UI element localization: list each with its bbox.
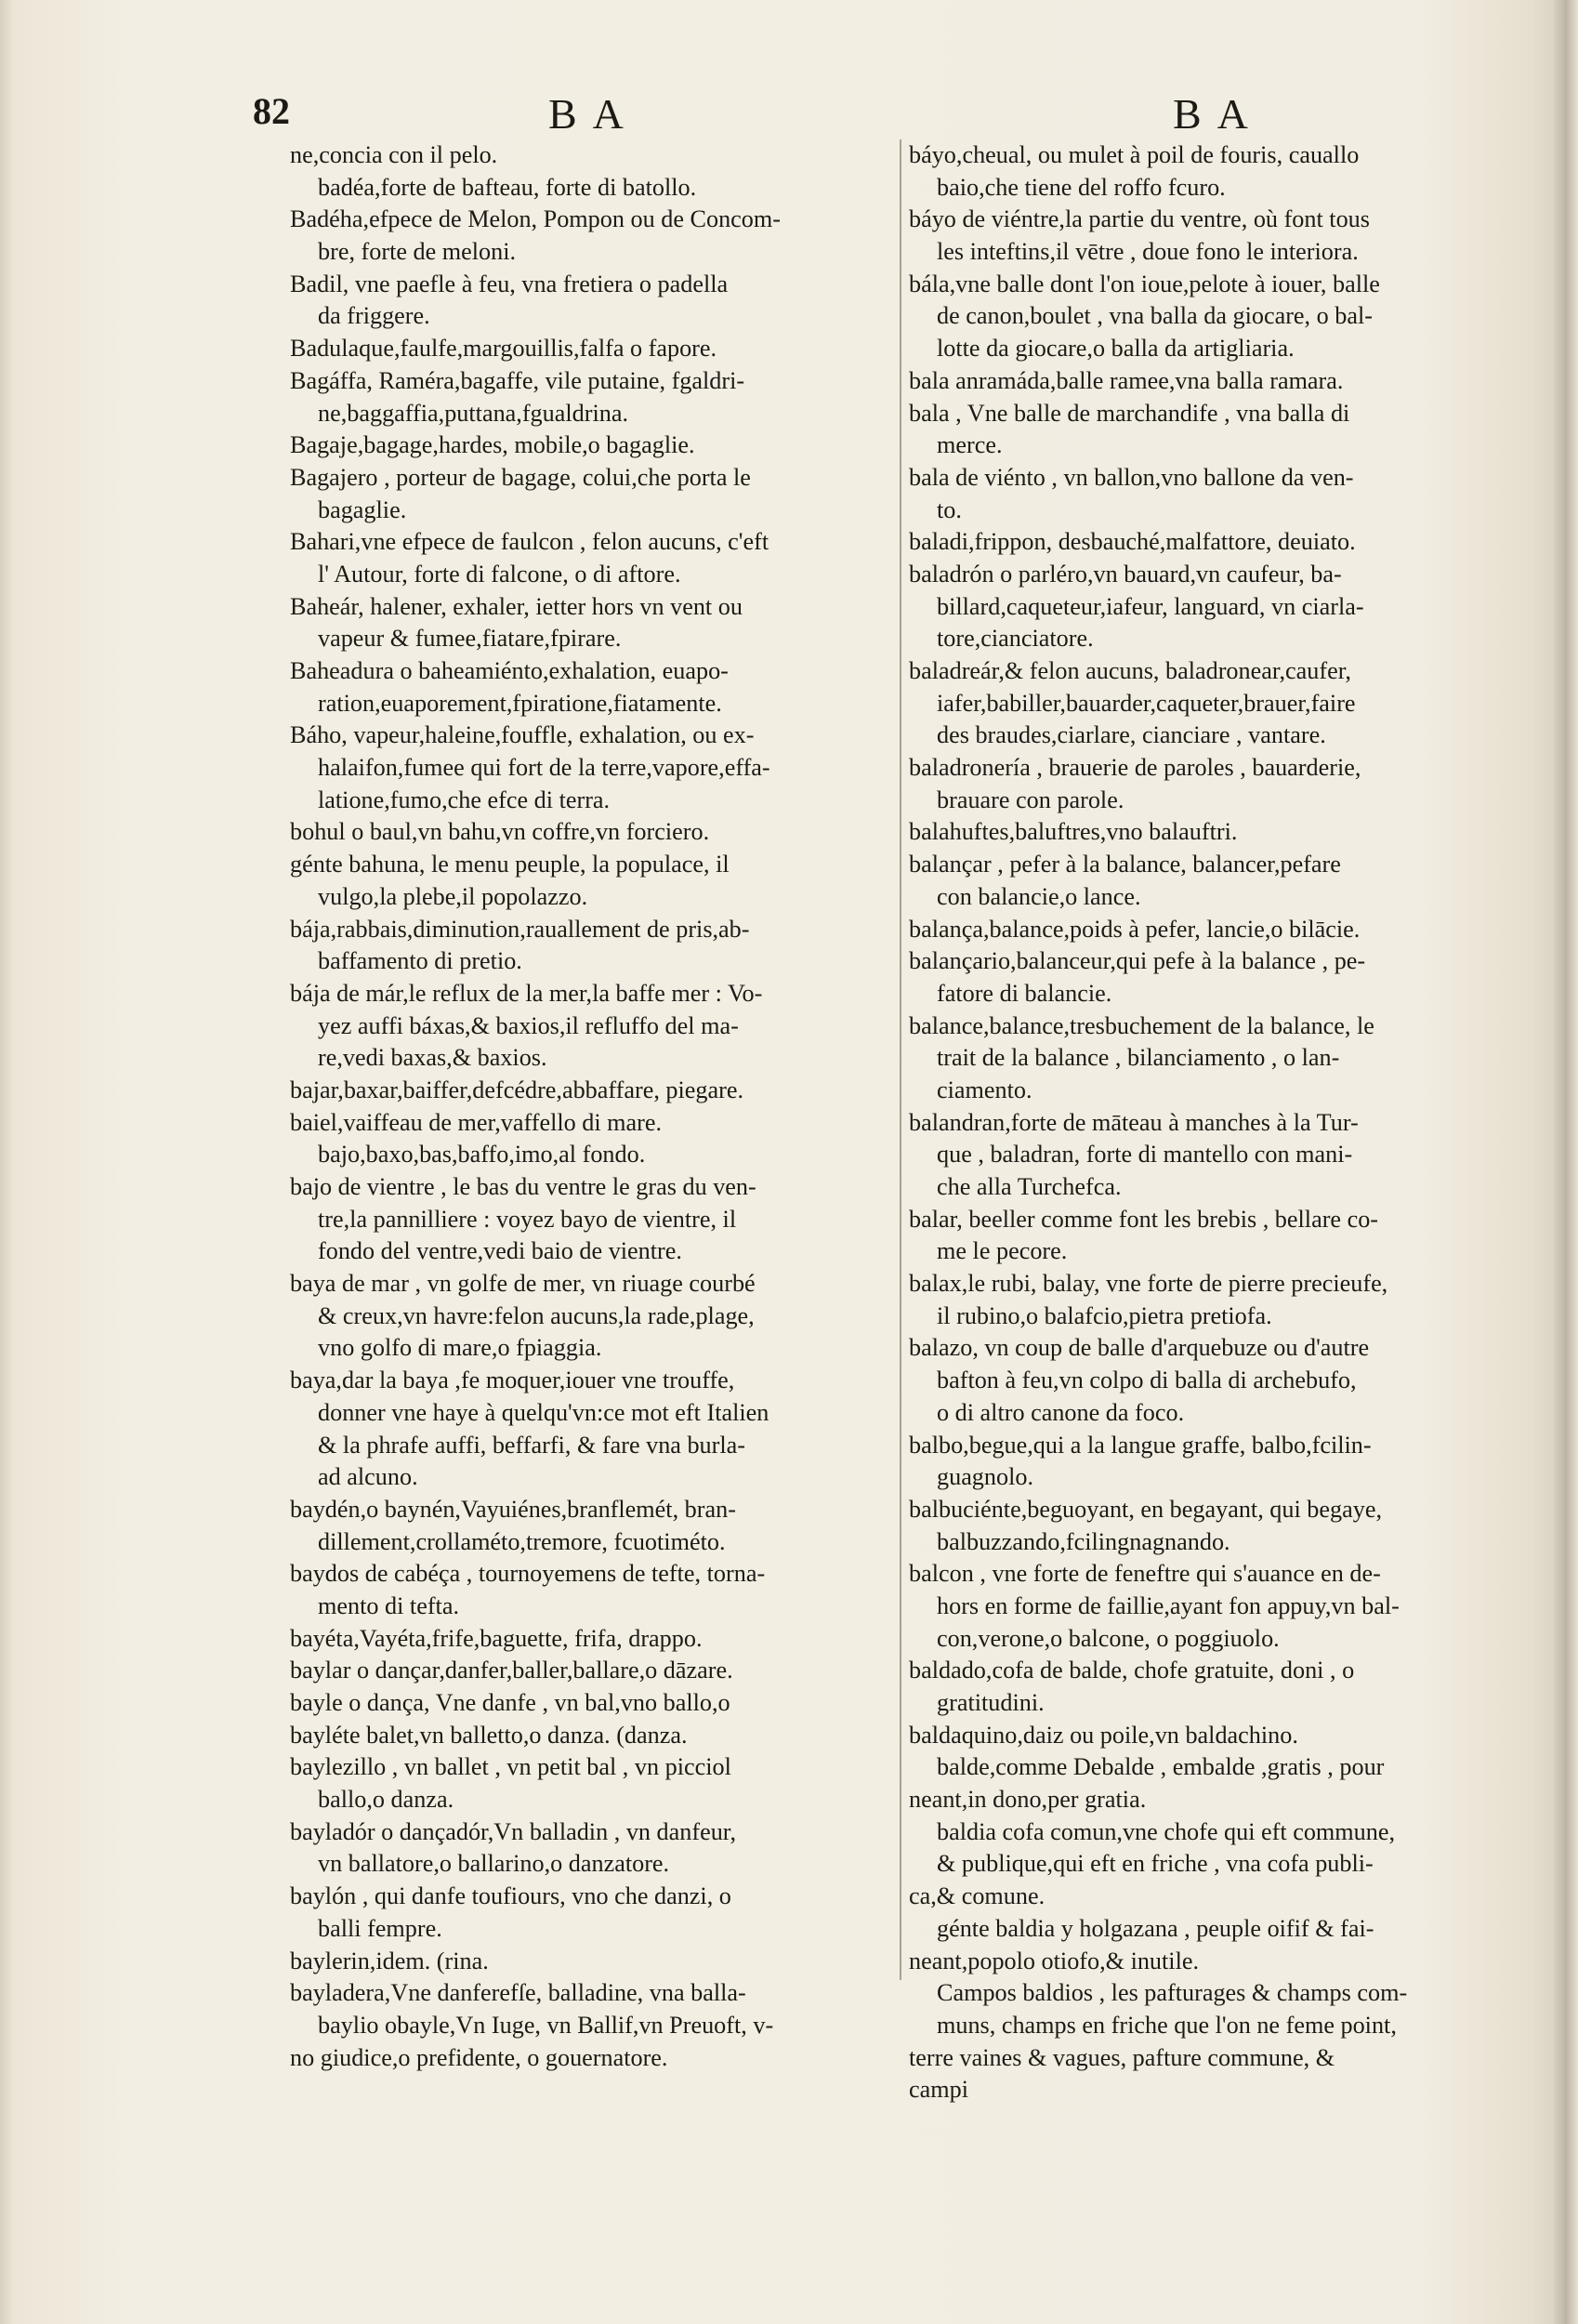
dictionary-line: baya,dar la baya ,fe moquer,iouer vne trouffe,	[290, 1367, 735, 1394]
dictionary-line: neant,popolo otiofo,& inutile.	[909, 1947, 1200, 1974]
dictionary-line: bája,rabbais,diminution,rauallement de pris,ab-	[290, 915, 750, 943]
dictionary-line: & publique,qui eft en friche , vna cofa publi-	[937, 1850, 1374, 1878]
dictionary-line: trait de la balance , bilanciamento , o lan-	[937, 1044, 1340, 1072]
dictionary-line: dillement,crollaméto,tremore, fcuotiméto.	[318, 1527, 726, 1555]
dictionary-line: bohul o baul,vn bahu,vn coffre,vn forciero.	[290, 818, 710, 846]
dictionary-line: bre, forte de meloni.	[318, 238, 517, 266]
dictionary-line: vn ballatore,o ballarino,o danzatore.	[318, 1850, 670, 1878]
dictionary-line: baylar o dançar,danfer,baller,ballare,o dāzare.	[290, 1657, 733, 1684]
dictionary-line: il rubino,o balafcio,pietra pretiofa.	[937, 1301, 1272, 1329]
dictionary-line: Bagáffa, Raméra,bagaffe, vile putaine, fgaldri-	[290, 366, 745, 394]
dictionary-line: l' Autour, forte di falcone, o di aftore.	[318, 560, 681, 588]
dictionary-line: baydos de cabéça , tournoyemens de tefte, torna-	[290, 1560, 766, 1588]
dictionary-line: Baheadura o baheamiénto,exhalation, euapo-	[290, 657, 729, 684]
dictionary-line: baladronería , brauerie de paroles , bauarderie,	[909, 754, 1361, 782]
dictionary-line: gratitudini.	[937, 1689, 1045, 1716]
dictionary-line: mento di tefta.	[318, 1591, 459, 1619]
dictionary-line: ad alcuno.	[318, 1463, 418, 1491]
dictionary-line: bala de viénto , vn ballon,vno ballone da ven-	[909, 463, 1354, 491]
dictionary-line: ne,baggaffia,puttana,fgualdrina.	[318, 399, 628, 427]
dictionary-line: des braudes,ciarlare, cianciare , vantare.	[937, 721, 1326, 749]
dictionary-line: baiel,vaiffeau de mer,vaffello di mare.	[290, 1108, 663, 1136]
dictionary-line: vulgo,la plebe,il popolazzo.	[318, 882, 588, 910]
dictionary-line: Bagaje,bagage,hardes, mobile,o bagaglie.	[290, 431, 695, 459]
dictionary-line: bája de már,le reflux de la mer,la baffe mer : Vo-	[290, 979, 763, 1007]
dictionary-line: balar, beeller comme font les brebis , bellare co-	[909, 1205, 1379, 1233]
dictionary-line: merce.	[937, 431, 1003, 459]
dictionary-line: Baheár, halener, exhaler, ietter hors vn vent ou	[290, 592, 743, 620]
dictionary-line: balbuzzando,fcilingnagnando.	[937, 1527, 1230, 1555]
dictionary-line: fatore di balancie.	[937, 979, 1112, 1007]
dictionary-line: balançar , pefer à la balance, balancer,pefare	[909, 851, 1341, 878]
dictionary-line: balbuciénte,beguoyant, en begayant, qui begaye,	[909, 1495, 1383, 1523]
dictionary-line: vapeur & fumee,fiatare,fpirare.	[318, 625, 622, 653]
page-right-edge	[1554, 0, 1578, 2324]
right-column	[909, 139, 1545, 2106]
dictionary-line: balli fempre.	[318, 1914, 442, 1942]
dictionary-line: billard,caqueteur,iafeur, languard, vn ciarla-	[937, 592, 1364, 620]
dictionary-line: baydén,o baynén,Vayuiénes,branflemét, bran-	[290, 1495, 736, 1523]
dictionary-line: campi	[909, 2076, 968, 2104]
dictionary-line: donner vne haye à quelqu'vn:ce mot eft Italien	[318, 1398, 769, 1426]
dictionary-line: báyo,cheual, ou mulet à poil de fouris, cauallo	[909, 141, 1360, 168]
dictionary-line: baya de mar , vn golfe de mer, vn riuage courbé	[290, 1270, 756, 1298]
dictionary-line: terre vaines & vagues, pafture commune, &	[909, 2043, 1335, 2071]
dictionary-line: & la phrafe auffi, beffarfi, & fare vna burla-	[318, 1431, 745, 1459]
dictionary-line: baldaquino,daiz ou poile,vn baldachino.	[909, 1721, 1298, 1749]
dictionary-line: baldia cofa comun,vne chofe qui eft commune,	[937, 1817, 1396, 1845]
dictionary-line: & creux,vn havre:felon aucuns,la rade,plage,	[318, 1301, 755, 1329]
dictionary-line: re,vedi baxas,& baxios.	[318, 1044, 547, 1072]
dictionary-line: baldado,cofa de balde, chofe gratuite, doni , o	[909, 1657, 1355, 1684]
dictionary-line: to.	[937, 495, 962, 523]
dictionary-line: balazo, vn coup de balle d'arquebuze ou d'autre	[909, 1334, 1370, 1362]
dictionary-line: Badéha,efpece de Melon, Pompon ou de Concom-	[290, 205, 781, 233]
dictionary-line: baylón , qui danfe toufiours, vno che danzi, o	[290, 1882, 731, 1910]
left-column	[290, 139, 909, 2074]
dictionary-line: iafer,babiller,bauarder,caqueter,brauer,faire	[937, 689, 1356, 717]
dictionary-line: les inteftins,il vētre , doue fono le interiora.	[937, 238, 1359, 266]
dictionary-line: lotte da giocare,o balla da artigliaria.	[937, 335, 1295, 363]
dictionary-line: Báho, vapeur,haleine,fouffle, exhalation, ou ex-	[290, 721, 755, 749]
dictionary-line: brauare con parole.	[937, 786, 1124, 813]
dictionary-line: bala anramáda,balle ramee,vna balla ramara.	[909, 366, 1344, 394]
dictionary-line: tore,cianciatore.	[937, 625, 1094, 653]
dictionary-line: ration,euaporement,fpiratione,fiatamente.	[318, 689, 722, 717]
dictionary-line: muns, champs en friche que l'on ne feme point,	[937, 2011, 1397, 2039]
dictionary-line: tre,la pannilliere : voyez bayo de vientre, il	[318, 1205, 737, 1233]
dictionary-line: balance,balance,tresbuchement de la balance, le	[909, 1011, 1374, 1039]
dictionary-line: Badil, vne paefle à feu, vna fretiera o padella	[290, 270, 729, 297]
dictionary-line: baladreár,& felon aucuns, baladronear,caufer,	[909, 657, 1351, 684]
dictionary-line: baylezillo , vn ballet , vn petit bal , vn picciol	[290, 1753, 731, 1781]
dictionary-line: bajo de vientre , le bas du ventre le gras du ven-	[290, 1173, 756, 1200]
dictionary-line: bála,vne balle dont l'on ioue,pelote à iouer, balle	[909, 270, 1380, 297]
dictionary-line: ciamento.	[937, 1076, 1032, 1103]
dictionary-line: ne,concia con il pelo.	[290, 141, 498, 168]
running-head-right: B A	[1173, 90, 1252, 138]
dictionary-line: da friggere.	[318, 302, 430, 330]
dictionary-line: balahuftes,baluftres,vno balauftri.	[909, 818, 1238, 846]
dictionary-line: bajar,baxar,baiffer,defcédre,abbaffare, piegare.	[290, 1076, 744, 1103]
dictionary-line: con,verone,o balcone, o poggiuolo.	[937, 1624, 1280, 1652]
dictionary-line: neant,in dono,per gratia.	[909, 1786, 1147, 1814]
dictionary-line: me le pecore.	[937, 1237, 1068, 1265]
dictionary-line: génte bahuna, le menu peuple, la populace, il	[290, 851, 730, 878]
dictionary-line: balde,comme Debalde , embalde ,gratis , pour	[937, 1753, 1385, 1781]
dictionary-line: ca,& comune.	[909, 1882, 1045, 1910]
dictionary-line: guagnolo.	[937, 1463, 1034, 1491]
dictionary-line: che alla Turchefca.	[937, 1173, 1122, 1200]
dictionary-line: bayéta,Vayéta,frife,baguette, frifa, drappo.	[290, 1624, 703, 1652]
dictionary-line: hors en forme de faillie,ayant fon appuy,vn bal-	[937, 1591, 1400, 1619]
dictionary-line: balandran,forte de māteau à manches à la Tur-	[909, 1108, 1359, 1136]
column-divider	[900, 139, 901, 1980]
dictionary-line: fondo del ventre,vedi baio de vientre.	[318, 1237, 682, 1265]
dictionary-line: balbo,begue,qui a la langue graffe, balbo,fcilin-	[909, 1431, 1372, 1459]
dictionary-line: bajo,baxo,bas,baffo,imo,al fondo.	[318, 1141, 646, 1169]
dictionary-line: bafton à feu,vn colpo di balla di archebufo,	[937, 1367, 1357, 1394]
dictionary-line: Campos baldios , les pafturages & champs com-	[937, 1979, 1408, 2007]
page-number: 82	[253, 90, 290, 132]
dictionary-line: vno golfo di mare,o fpiaggia.	[318, 1334, 602, 1362]
dictionary-line: bayladór o dançadór,Vn balladin , vn danfeur,	[290, 1817, 737, 1845]
dictionary-line: Bahari,vne efpece de faulcon , felon aucuns, c'eft	[290, 528, 769, 556]
dictionary-line: Bagajero , porteur de bagage, colui,che porta le	[290, 463, 751, 491]
dictionary-line: balax,le rubi, balay, vne forte de pierre precieufe,	[909, 1270, 1388, 1298]
dictionary-line: báyo de viéntre,la partie du ventre, où font tous	[909, 205, 1370, 233]
running-head-left: B A	[548, 90, 627, 138]
dictionary-line: baladi,frippon, desbauché,malfattore, deuiato.	[909, 528, 1356, 556]
dictionary-line: de canon,boulet , vna balla da giocare, o bal-	[937, 302, 1373, 330]
dictionary-line: con balancie,o lance.	[937, 882, 1141, 910]
dictionary-line: baladrón o parléro,vn bauard,vn caufeur, ba-	[909, 560, 1342, 588]
dictionary-line: bala , Vne balle de marchandife , vna balla di	[909, 399, 1350, 427]
dictionary-line: badéa,forte de bafteau, forte di batollo.	[318, 173, 697, 201]
dictionary-line: bayladera,Vne danferefſe, balladine, vna balla-	[290, 1979, 746, 2007]
dictionary-line: baffamento di pretio.	[318, 947, 522, 975]
dictionary-line: Badulaque,faulfe,margouillis,falfa o fapore.	[290, 335, 717, 363]
dictionary-line: latione,fumo,che efce di terra.	[318, 786, 611, 813]
dictionary-line: o di altro canone da foco.	[937, 1398, 1185, 1426]
dictionary-line: halaifon,fumee qui fort de la terre,vapore,effa-	[318, 754, 770, 782]
dictionary-line: balcon , vne forte de feneftre qui s'auance en de-	[909, 1560, 1381, 1588]
dictionary-line: baylio obayle,Vn Iuge, vn Ballif,vn Preuoft, v-	[318, 2011, 774, 2039]
dictionary-line: bayle o dança, Vne danfe , vn bal,vno ballo,o	[290, 1689, 730, 1716]
dictionary-line: baio,che tiene del roffo fcuro.	[937, 173, 1226, 201]
dictionary-line: que , baladran, forte di mantello con mani-	[937, 1141, 1353, 1169]
dictionary-line: balança,balance,poids à pefer, lancie,o bilācie.	[909, 915, 1361, 943]
dictionary-line: ballo,o danza.	[318, 1786, 454, 1814]
page-left-edge	[0, 0, 13, 2324]
dictionary-line: yez auffi báxas,& baxios,il refluffo del ma-	[318, 1011, 739, 1039]
dictionary-line: génte baldia y holgazana , peuple oifif & fai-	[937, 1914, 1374, 1942]
dictionary-line: bayléte balet,vn balletto,o danza. (danza.	[290, 1721, 688, 1749]
dictionary-line: no giudice,o prefidente, o gouernatore.	[290, 2043, 668, 2071]
dictionary-line: bagaglie.	[318, 495, 407, 523]
dictionary-line: balançario,balanceur,qui pefe à la balance , pe-	[909, 947, 1366, 975]
dictionary-line: baylerin,idem. (rina.	[290, 1947, 489, 1974]
